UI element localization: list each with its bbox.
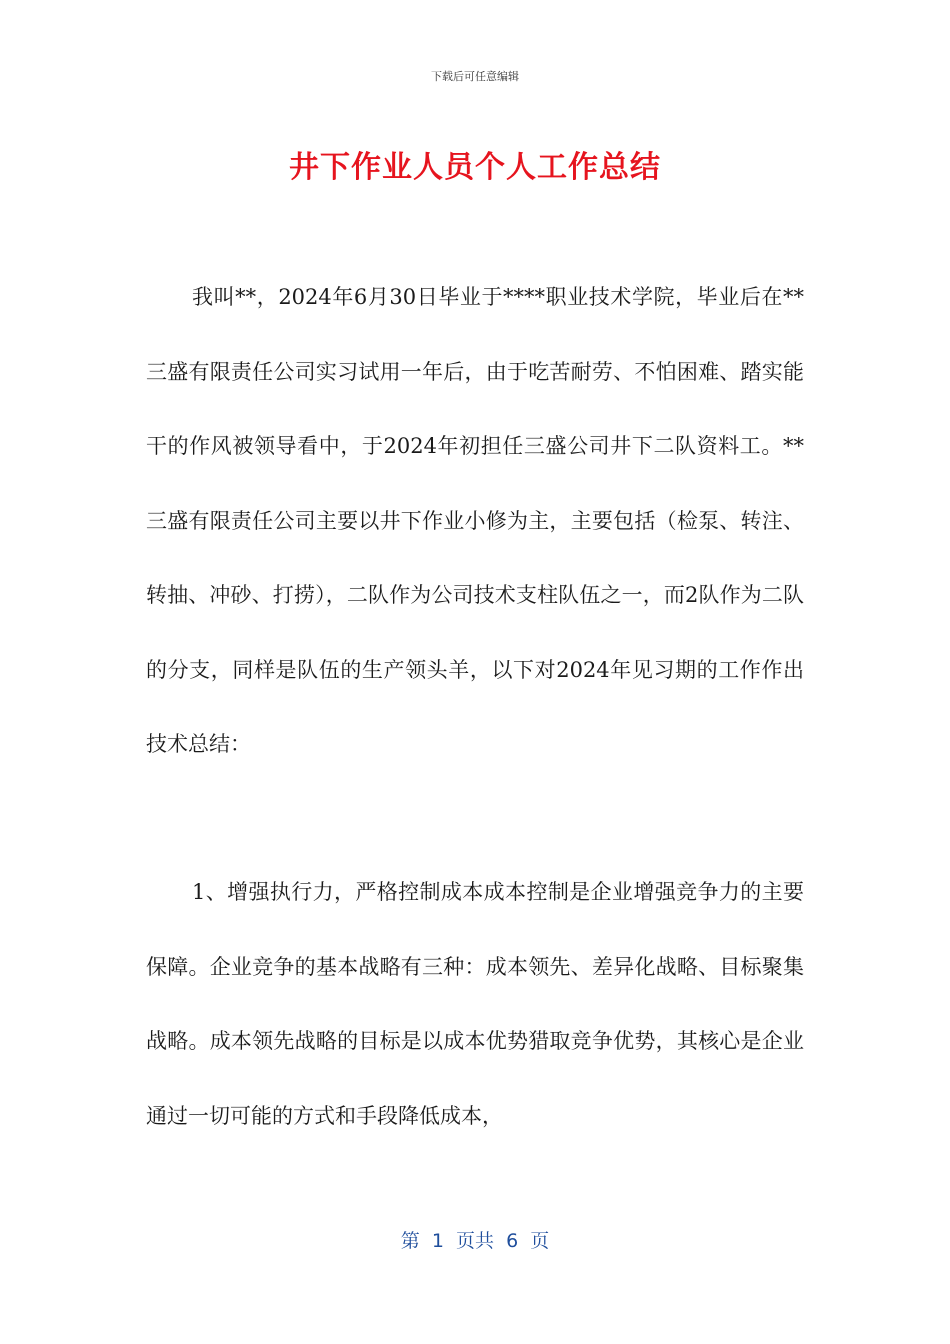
header-note: 下载后可任意编辑	[431, 70, 519, 83]
paragraph-intro: 我叫**，2024年6月30日毕业于****职业技术学院，毕业后在**三盛有限责任公司实习试用一年后，由于吃苦耐劳、不怕困难、踏实能干的作风被领导看中，于2024年初担任三盛公司井下二队资料工。**三盛有限责任公司主要以井下作业小修为主，主要包括（检泵、转注、转抽、冲砂、打捞），二队作为公司技术支柱队伍之一，而2队作为二队的分支，同样是队伍的生产领头羊，以下对2024年见习期的工作作出技术总结：	[146, 285, 804, 756]
page-number: 第 1 页共 6 页	[400, 1230, 550, 1252]
paragraph-cost-control: 1、增强执行力，严格控制成本成本控制是企业增强竞争力的主要保障。企业竞争的基本战略有三种：成本领先、差异化战略、目标聚集战略。成本领先战略的目标是以成本优势猎取竞争优势，其核心是企业通过一切可能的方式和手段降低成本，	[146, 880, 804, 1128]
document-title: 井下作业人员个人工作总结	[289, 150, 661, 185]
